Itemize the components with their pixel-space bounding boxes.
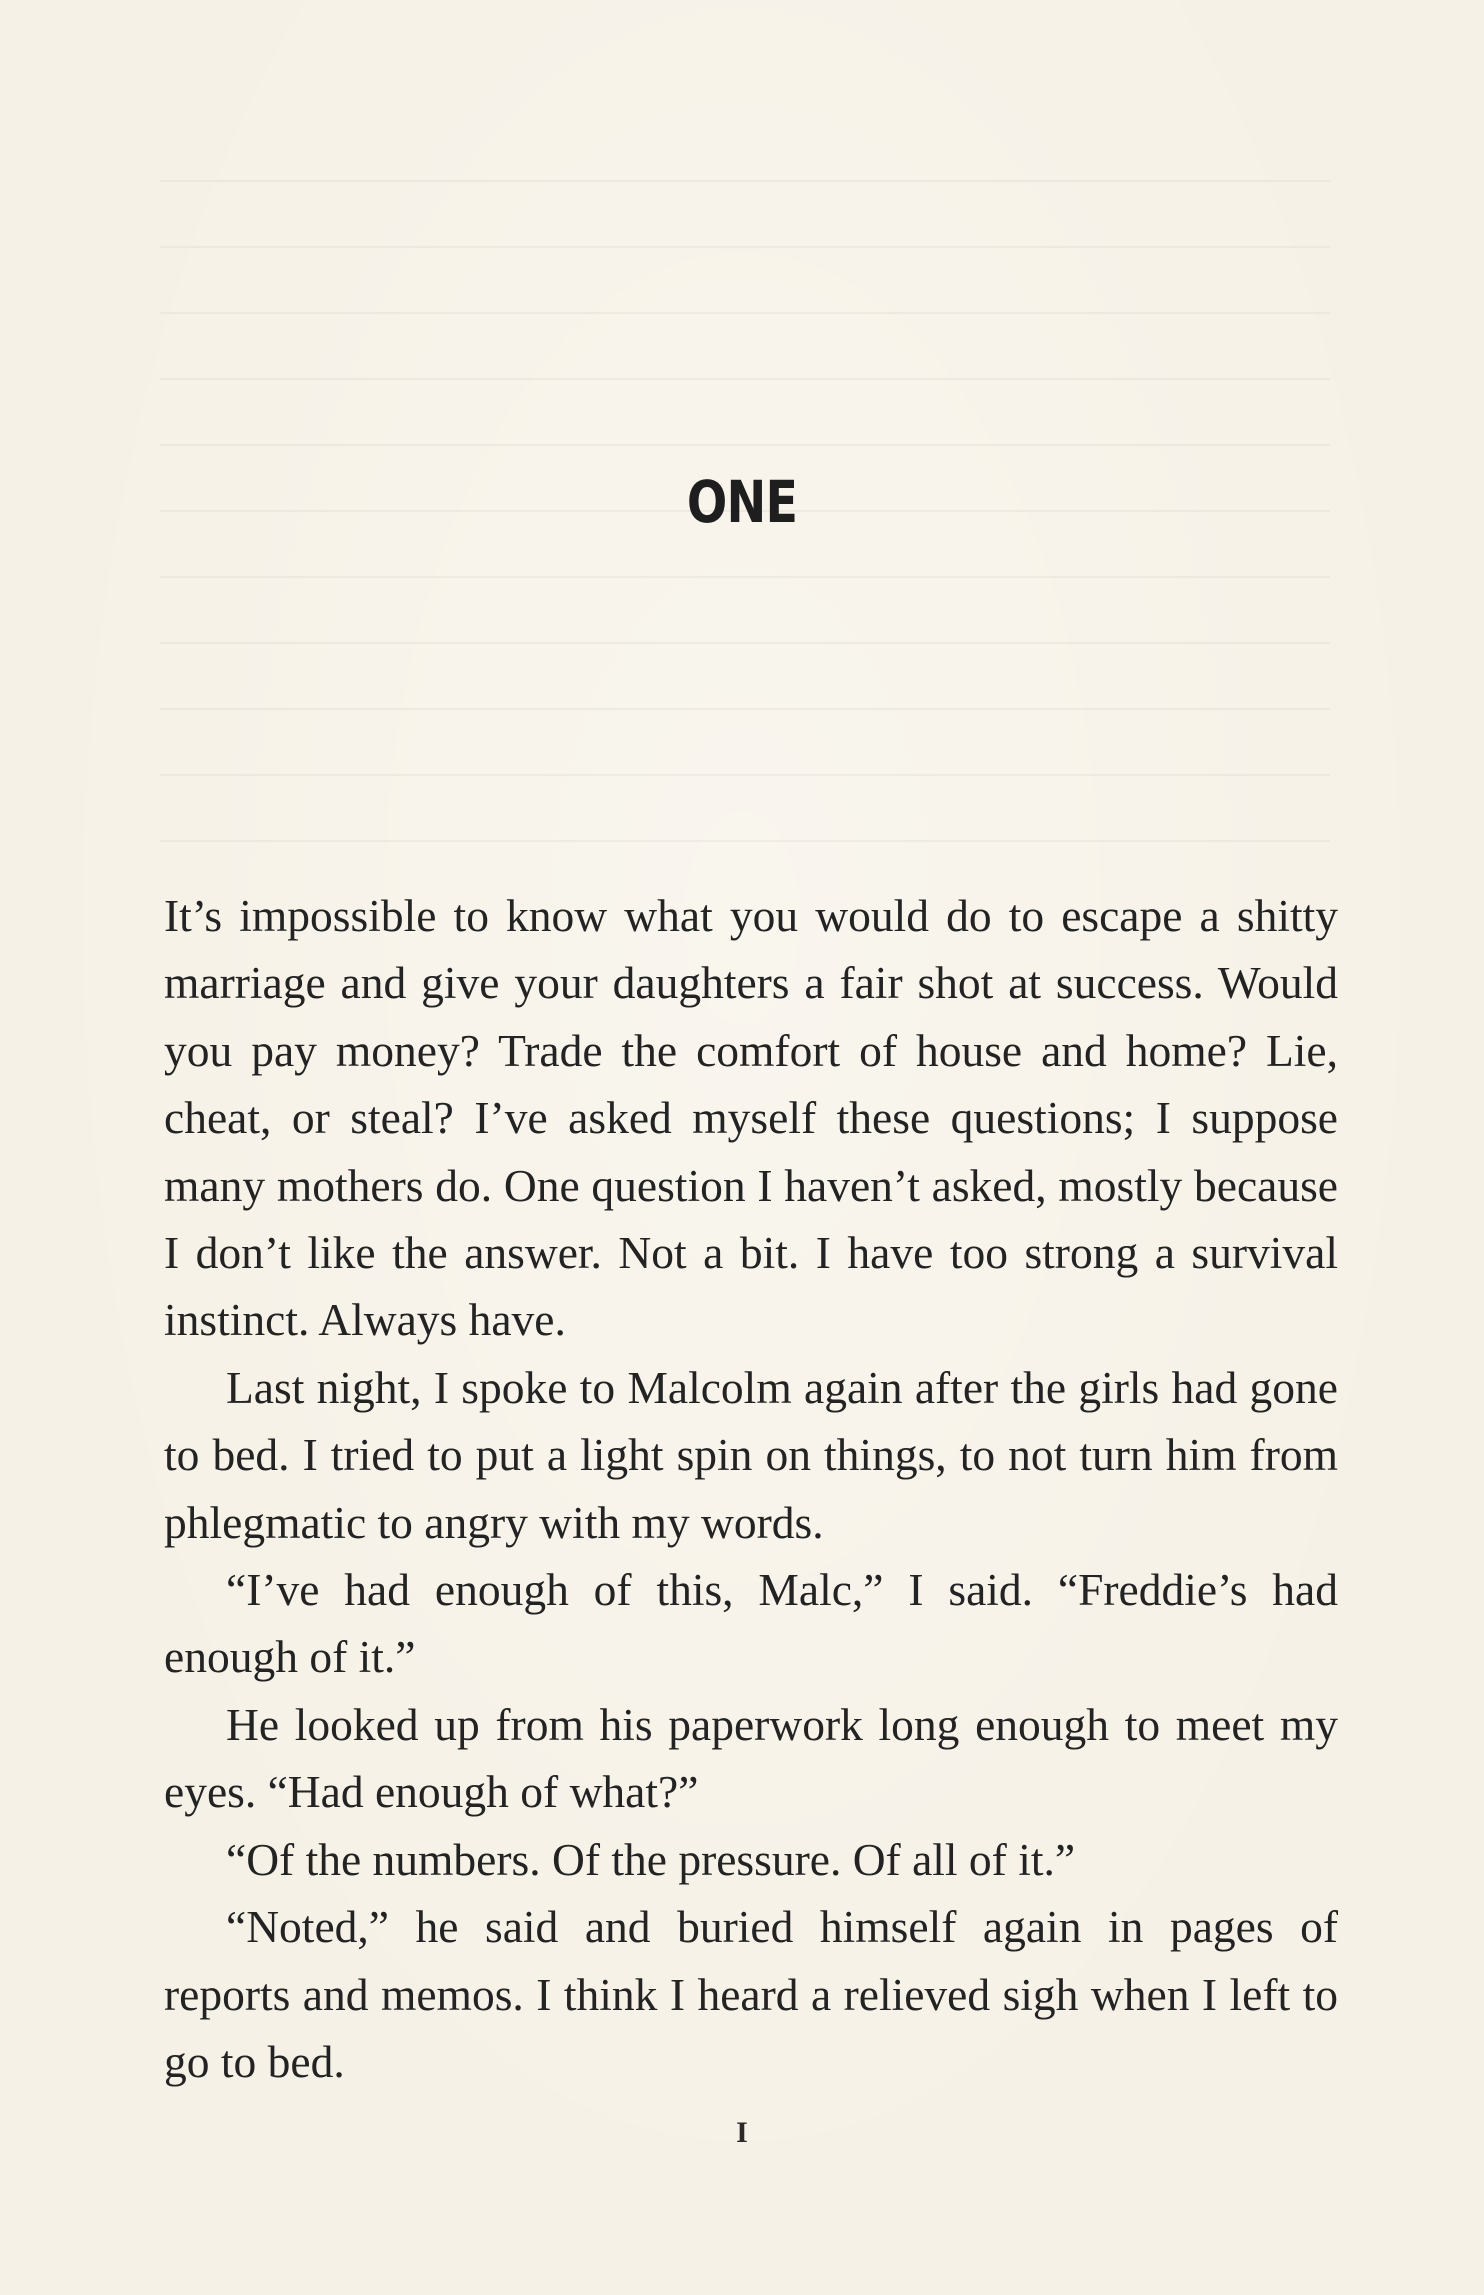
bleed-through-line bbox=[160, 840, 1330, 842]
paragraph: “I’ve had enough of this, Malc,” I said. “Freddie’s had enough of it.” bbox=[164, 1564, 1338, 1683]
page-number: I bbox=[736, 2116, 748, 2149]
paragraph: “Noted,” he said and buried himself again in pages of reports and memos. I think I heard a relieved sigh when I left to go to bed. bbox=[164, 1901, 1338, 2087]
bleed-through-line bbox=[160, 444, 1330, 446]
bleed-through-line bbox=[160, 774, 1330, 776]
bleed-through-line bbox=[160, 642, 1330, 644]
paragraph: “Of the numbers. Of the pressure. Of all of it.” bbox=[226, 1833, 1076, 1885]
bleed-through-line bbox=[160, 180, 1330, 182]
bleed-through-line bbox=[160, 312, 1330, 314]
chapter-title: ONE bbox=[686, 468, 798, 536]
bleed-through-line bbox=[160, 576, 1330, 578]
paragraph: It’s impossible to know what you would do to escape a shitty marriage and give your daughters a fair shot at success. Would you pay money? Trade the comfort of house and home? Lie, cheat, or steal? I’ve asked myself these questions; I suppose many mothers do. One question I haven’t asked, mostly because I don’t like the answer. Not a bit. I have too strong a survival instinct. Always have. bbox=[164, 890, 1338, 1346]
chapter-body bbox=[164, 882, 1338, 2095]
bleed-through-line bbox=[160, 246, 1330, 248]
paragraph: Last night, I spoke to Malcolm again after the girls had gone to bed. I tried to put a light spin on things, to not turn him from phlegmatic to angry with my words. bbox=[164, 1361, 1338, 1548]
bleed-through-line bbox=[160, 708, 1330, 710]
paragraph: He looked up from his paperwork long enough to meet my eyes. “Had enough of what?” bbox=[164, 1698, 1338, 1818]
bleed-through-line bbox=[160, 378, 1330, 380]
